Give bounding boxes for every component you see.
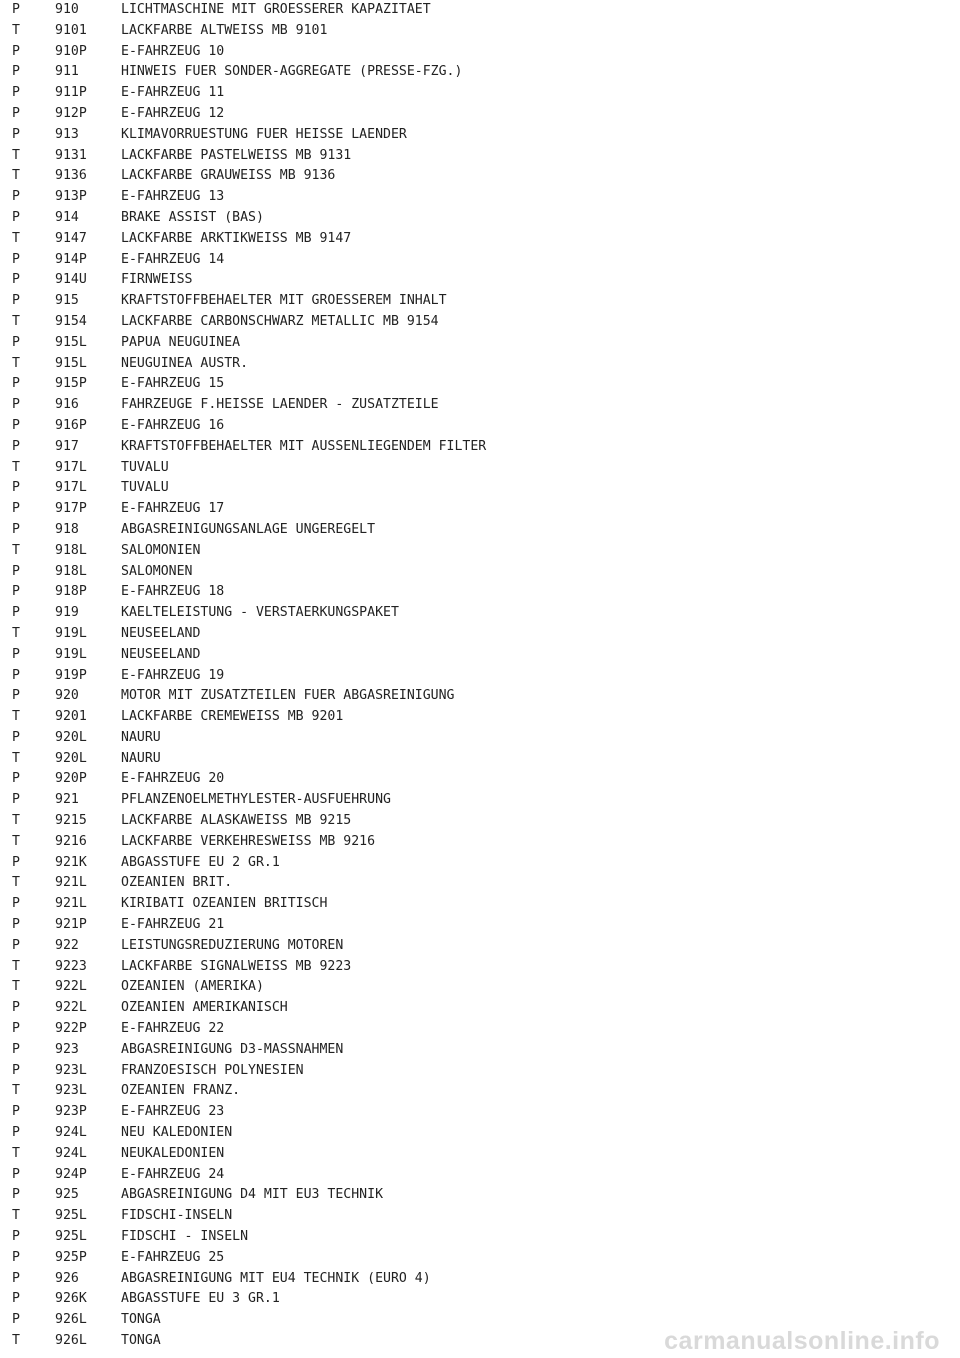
option-description: LEISTUNGSREDUZIERUNG MOTOREN [121,937,344,953]
option-code: 923L [55,1062,87,1078]
option-description: FIRNWEISS [121,272,193,288]
option-code: 911 [55,64,79,80]
option-description: E-FAHRZEUG 23 [121,1104,225,1120]
option-description: ABGASSTUFE EU 3 GR.1 [121,1291,280,1307]
option-code: 925L [55,1229,87,1245]
option-type: P [12,605,20,621]
option-description: E-FAHRZEUG 10 [121,43,225,59]
option-code: 920P [55,771,87,787]
option-type: P [12,1249,20,1265]
watermark: carmanualsonline.info [664,1327,940,1355]
option-type: T [12,22,20,38]
option-code: 911P [55,85,87,101]
option-type: P [12,584,20,600]
option-type: T [12,979,20,995]
option-description: NAURU [121,729,161,745]
option-description: E-FAHRZEUG 24 [121,1166,225,1182]
option-code: 917L [55,459,87,475]
option-description: LACKFARBE VERKEHRESWEISS MB 9216 [121,833,376,849]
option-description: FAHRZEUGE F.HEISSE LAENDER - ZUSATZTEILE [121,397,439,413]
option-code: 922L [55,979,87,995]
option-code: 926K [55,1291,87,1307]
option-description: E-FAHRZEUG 25 [121,1249,225,1265]
option-description: E-FAHRZEUG 21 [121,917,225,933]
option-description: OZEANIEN (AMERIKA) [121,979,264,995]
option-code: 924P [55,1166,87,1182]
option-type: P [12,1021,20,1037]
option-description: KAELTELEISTUNG - VERSTAERKUNGSPAKET [121,605,399,621]
option-description: LACKFARBE ALTWEISS MB 9101 [121,22,328,38]
option-type: T [12,459,20,475]
option-type: P [12,105,20,121]
option-code: 917L [55,480,87,496]
option-code: 921L [55,896,87,912]
option-code: 923P [55,1104,87,1120]
option-description: TONGA [121,1312,161,1328]
option-type: P [12,438,20,454]
option-type: T [12,709,20,725]
option-code: 926L [55,1312,87,1328]
option-description: PAPUA NEUGUINEA [121,334,241,350]
option-description: OZEANIEN AMERIKANISCH [121,1000,288,1016]
option-code: 917P [55,501,87,517]
option-type: P [12,1270,20,1286]
option-type: T [12,168,20,184]
option-code: 915L [55,355,87,371]
option-code: 918L [55,542,87,558]
option-type: P [12,667,20,683]
option-type: P [12,917,20,933]
option-description: OZEANIEN BRIT. [121,875,233,891]
option-description: LACKFARBE CREMEWEISS MB 9201 [121,709,344,725]
option-code: 914 [55,209,79,225]
option-type: T [12,230,20,246]
option-description: LACKFARBE PASTELWEISS MB 9131 [121,147,352,163]
option-type: T [12,813,20,829]
option-type: P [12,1104,20,1120]
option-type: P [12,1229,20,1245]
option-type: P [12,64,20,80]
option-code: 922P [55,1021,87,1037]
option-description: NEUSEELAND [121,646,201,662]
option-type: P [12,189,20,205]
option-description: E-FAHRZEUG 22 [121,1021,225,1037]
option-description: BRAKE ASSIST (BAS) [121,209,264,225]
option-description: NAURU [121,750,161,766]
option-code: 9131 [55,147,87,163]
option-description: E-FAHRZEUG 12 [121,105,225,121]
option-description: ABGASREINIGUNG D3-MASSNAHMEN [121,1041,344,1057]
option-description: ABGASREINIGUNGSANLAGE UNGEREGELT [121,521,376,537]
option-code: 9154 [55,313,87,329]
option-type: P [12,1291,20,1307]
option-description: NEUKALEDONIEN [121,1145,225,1161]
option-type: T [12,313,20,329]
option-description: LACKFARBE GRAUWEISS MB 9136 [121,168,336,184]
option-description: SALOMONEN [121,563,193,579]
option-description: E-FAHRZEUG 14 [121,251,225,267]
option-code: 915 [55,293,79,309]
option-type: P [12,251,20,267]
option-code: 919L [55,646,87,662]
option-description: KRAFTSTOFFBEHAELTER MIT AUSSENLIEGENDEM FILTER [121,438,487,454]
option-code: 923 [55,1041,79,1057]
option-description: LACKFARBE ARKTIKWEISS MB 9147 [121,230,352,246]
option-code: 923L [55,1083,87,1099]
option-type: P [12,85,20,101]
option-type: P [12,293,20,309]
option-type: P [12,729,20,745]
option-description: TUVALU [121,459,169,475]
option-code: 919P [55,667,87,683]
option-code: 913 [55,126,79,142]
option-code: 918P [55,584,87,600]
option-type: P [12,688,20,704]
option-code: 917 [55,438,79,454]
option-type: T [12,1083,20,1099]
option-type: T [12,147,20,163]
option-type: P [12,854,20,870]
option-description: ABGASREINIGUNG D4 MIT EU3 TECHNIK [121,1187,384,1203]
option-description: NEUGUINEA AUSTR. [121,355,249,371]
option-type: T [12,958,20,974]
option-description: LACKFARBE ALASKAWEISS MB 9215 [121,813,352,829]
option-type: P [12,1312,20,1328]
option-description: LACKFARBE CARBONSCHWARZ METALLIC MB 9154 [121,313,439,329]
option-type: P [12,501,20,517]
option-code: 922 [55,937,79,953]
option-type: P [12,2,20,17]
option-code: 914U [55,272,87,288]
option-code: 922L [55,1000,87,1016]
option-code: 925P [55,1249,87,1265]
option-code: 925 [55,1187,79,1203]
option-code: 910 [55,2,79,17]
option-description: SALOMONIEN [121,542,201,558]
option-code: 9101 [55,22,87,38]
option-type: T [12,833,20,849]
option-code: 9136 [55,168,87,184]
option-description: E-FAHRZEUG 18 [121,584,225,600]
option-description: LACKFARBE SIGNALWEISS MB 9223 [121,958,352,974]
option-description: KIRIBATI OZEANIEN BRITISCH [121,896,328,912]
option-type: P [12,563,20,579]
option-code: 9147 [55,230,87,246]
option-description: ABGASSTUFE EU 2 GR.1 [121,854,280,870]
option-type: P [12,1041,20,1057]
option-type: T [12,750,20,766]
option-type: P [12,1000,20,1016]
option-type: P [12,126,20,142]
option-description: E-FAHRZEUG 16 [121,417,225,433]
option-type: P [12,1166,20,1182]
option-description: KLIMAVORRUESTUNG FUER HEISSE LAENDER [121,126,407,142]
option-code: 9201 [55,709,87,725]
option-code: 921P [55,917,87,933]
option-code: 920L [55,729,87,745]
option-description: PFLANZENOELMETHYLESTER-AUSFUEHRUNG [121,792,391,808]
option-type: P [12,792,20,808]
option-description: ABGASREINIGUNG MIT EU4 TECHNIK (EURO 4) [121,1270,431,1286]
option-code: 913P [55,189,87,205]
option-type: T [12,1208,20,1224]
option-type: T [12,355,20,371]
option-type: P [12,521,20,537]
option-type: P [12,376,20,392]
option-type: T [12,625,20,641]
option-code: 910P [55,43,87,59]
option-code: 918 [55,521,79,537]
option-type: P [12,1125,20,1141]
option-description: FIDSCHI - INSELN [121,1229,249,1245]
option-code: 926L [55,1333,87,1348]
option-code: 921 [55,792,79,808]
option-type: T [12,875,20,891]
option-description: MOTOR MIT ZUSATZTEILEN FUER ABGASREINIGUNG [121,688,455,704]
option-code: 912P [55,105,87,121]
option-description: NEU KALEDONIEN [121,1125,233,1141]
option-code: 924L [55,1125,87,1141]
option-description: E-FAHRZEUG 15 [121,376,225,392]
option-code: 915L [55,334,87,350]
option-code: 9223 [55,958,87,974]
option-type: T [12,1145,20,1161]
option-description: E-FAHRZEUG 19 [121,667,225,683]
option-code: 920L [55,750,87,766]
option-description: OZEANIEN FRANZ. [121,1083,241,1099]
option-code: 924L [55,1145,87,1161]
option-description: E-FAHRZEUG 11 [121,85,225,101]
option-code: 919L [55,625,87,641]
option-type: P [12,480,20,496]
option-code: 925L [55,1208,87,1224]
option-description: FIDSCHI-INSELN [121,1208,233,1224]
option-code: 918L [55,563,87,579]
option-description: KRAFTSTOFFBEHAELTER MIT GROESSEREM INHALT [121,293,447,309]
option-type: P [12,771,20,787]
option-code: 919 [55,605,79,621]
option-type: P [12,896,20,912]
option-code: 9216 [55,833,87,849]
option-code: 921L [55,875,87,891]
option-type: P [12,1187,20,1203]
option-code: 9215 [55,813,87,829]
option-description: E-FAHRZEUG 17 [121,501,225,517]
option-type: P [12,646,20,662]
option-code: 915P [55,376,87,392]
option-description: E-FAHRZEUG 13 [121,189,225,205]
option-type: P [12,937,20,953]
option-type: P [12,272,20,288]
option-description: E-FAHRZEUG 20 [121,771,225,787]
option-description: FRANZOESISCH POLYNESIEN [121,1062,304,1078]
option-description: TONGA [121,1333,161,1348]
option-type: T [12,542,20,558]
option-code: 920 [55,688,79,704]
option-type: P [12,334,20,350]
option-code: 914P [55,251,87,267]
option-description: HINWEIS FUER SONDER-AGGREGATE (PRESSE-FZG.) [121,64,463,80]
option-description: NEUSEELAND [121,625,201,641]
option-description: TUVALU [121,480,169,496]
option-type: P [12,1062,20,1078]
option-type: P [12,417,20,433]
option-type: P [12,397,20,413]
option-code: 921K [55,854,87,870]
option-description: LICHTMASCHINE MIT GROESSERER KAPAZITAET [121,2,431,17]
option-type: P [12,43,20,59]
option-code: 916P [55,417,87,433]
option-code: 926 [55,1270,79,1286]
option-type: T [12,1333,20,1348]
option-code: 916 [55,397,79,413]
option-type: P [12,209,20,225]
